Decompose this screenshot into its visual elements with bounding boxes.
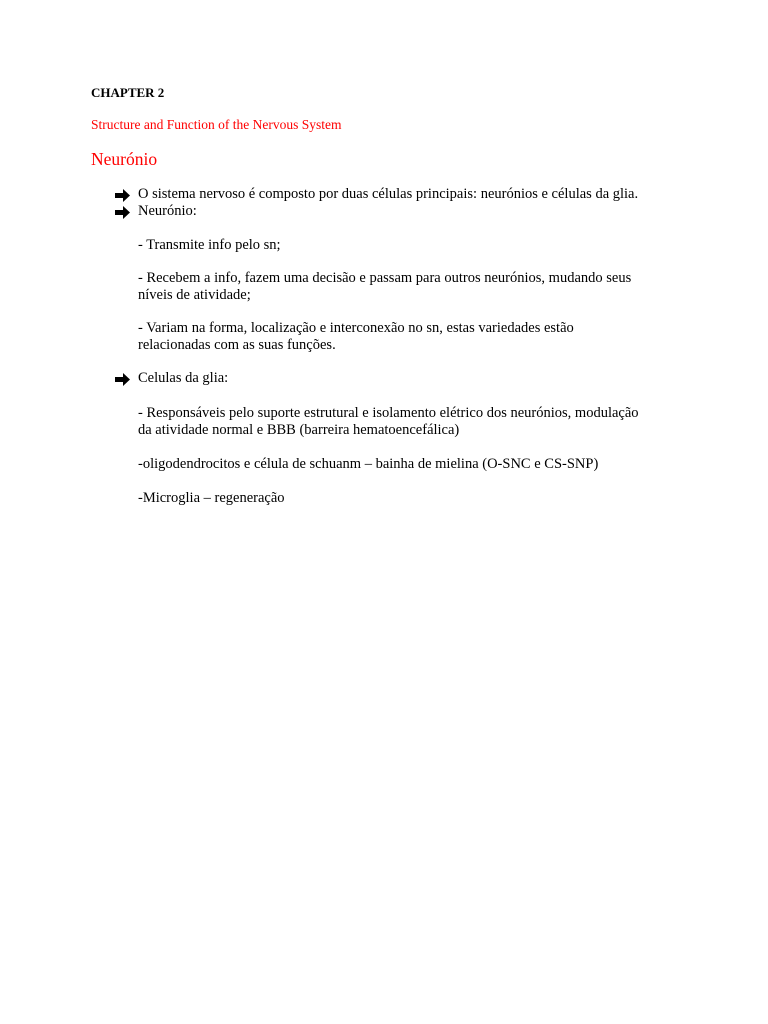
sub-point: - Transmite info pelo sn; <box>138 237 281 253</box>
right-arrow-icon <box>114 204 132 221</box>
sub-point: - Responsáveis pelo suporte estrutural e isolamento elétrico dos neurónios, modulação <box>138 405 639 421</box>
bullet-item: O sistema nervoso é composto por duas células principais: neurónios e células da glia. <box>138 186 639 202</box>
sub-point-continuation: relacionadas com as suas funções. <box>138 337 336 353</box>
right-arrow-icon <box>114 371 132 388</box>
sub-point: -Microglia – regeneração <box>138 490 285 506</box>
right-arrow-icon <box>114 187 132 204</box>
sub-point-continuation: da atividade normal e BBB (barreira hematoencefálica) <box>138 422 460 438</box>
chapter-subtitle: Structure and Function of the Nervous System <box>91 117 342 132</box>
sub-point: -oligodendrocitos e célula de schuanm – bainha de mielina (O-SNC e CS-SNP) <box>138 456 599 472</box>
sub-point: - Recebem a info, fazem uma decisão e passam para outros neurónios, mudando seus <box>138 270 632 286</box>
sub-point-continuation: níveis de atividade; <box>138 287 251 303</box>
sub-point: - Variam na forma, localização e interconexão no sn, estas variedades estão <box>138 320 574 336</box>
bullet-item: Celulas da glia: <box>138 370 229 386</box>
chapter-label: CHAPTER 2 <box>91 85 165 100</box>
bullet-item: Neurónio: <box>138 203 197 219</box>
section-heading: Neurónio <box>91 149 158 169</box>
